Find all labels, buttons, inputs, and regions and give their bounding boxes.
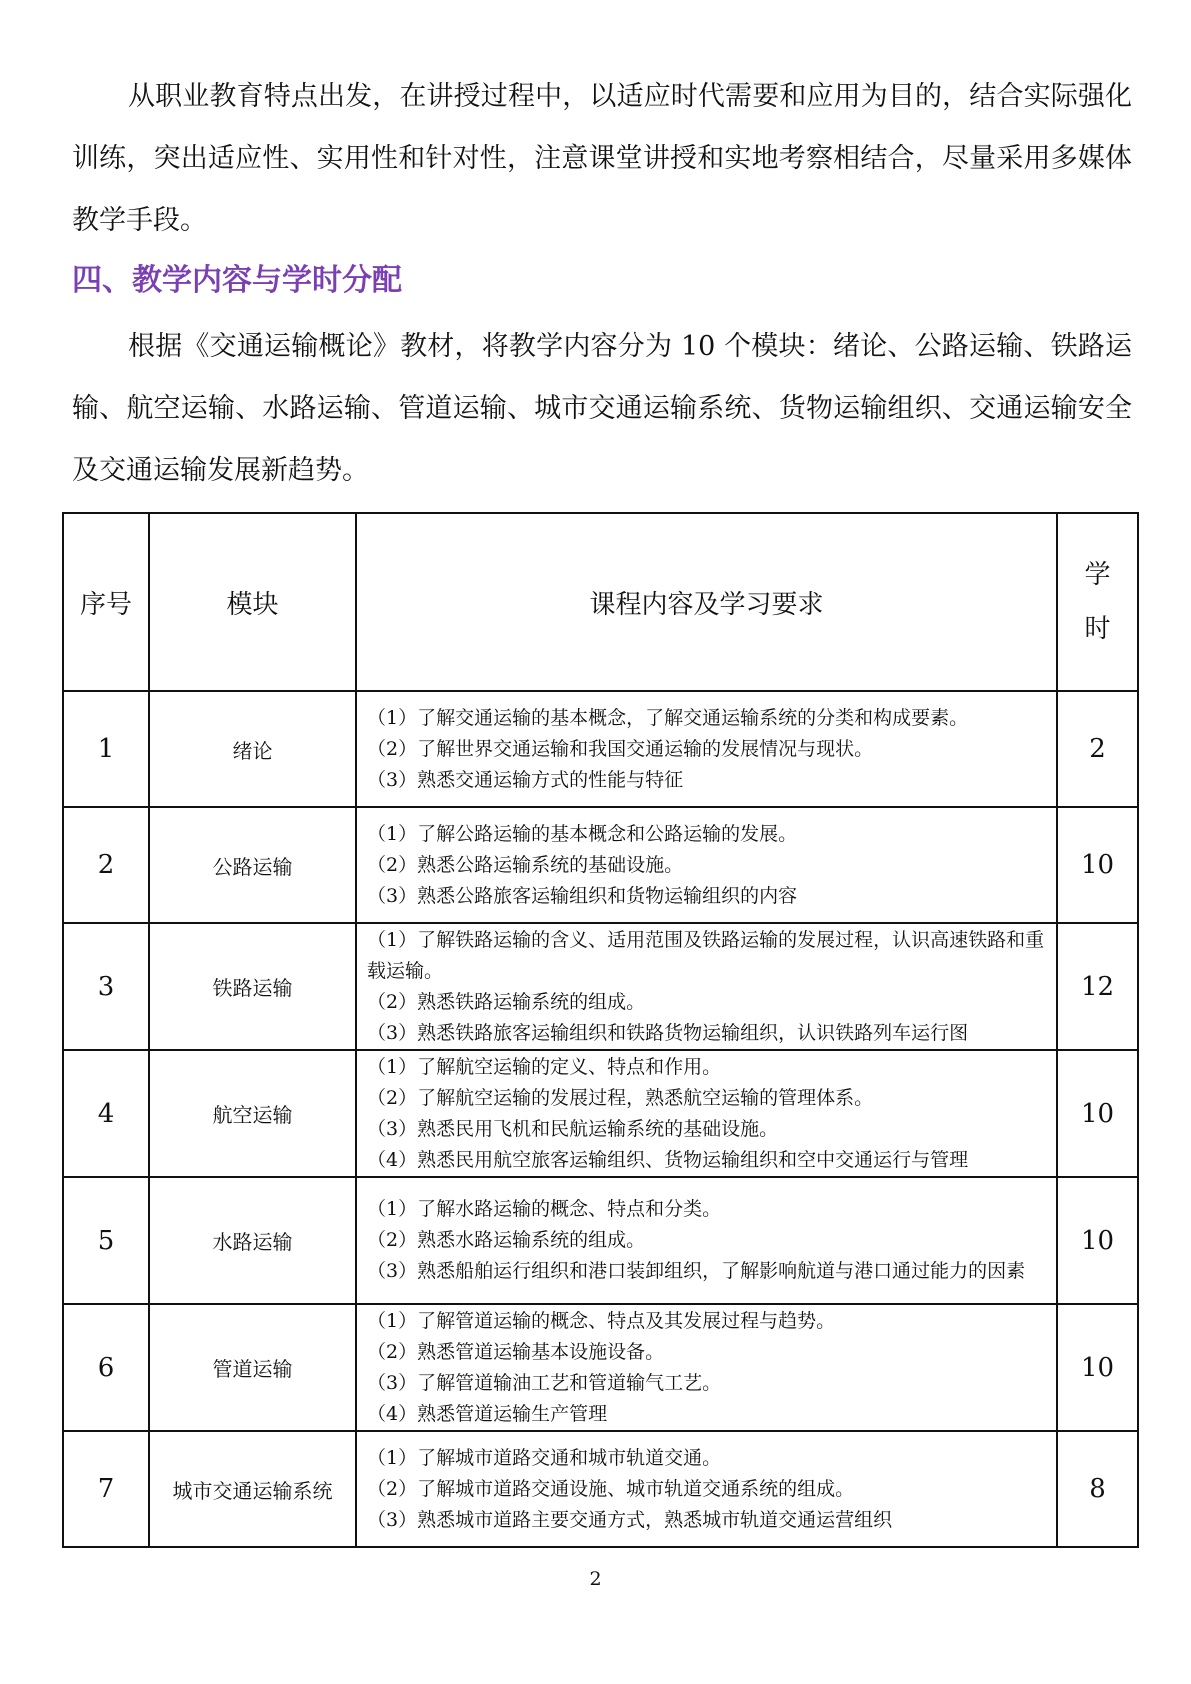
- content-item: （2）了解世界交通运输和我国交通运输的发展情况与现状。: [367, 737, 874, 760]
- content-item: （3）熟悉公路旅客运输组织和货物运输组织的内容: [367, 884, 798, 907]
- row-content: [356, 1177, 1057, 1304]
- row-content: [356, 1050, 1057, 1177]
- page-number: 2: [589, 1568, 602, 1590]
- row-module: 城市交通运输系统: [149, 1431, 356, 1547]
- row-module: 航空运输: [149, 1050, 356, 1177]
- section-heading: 四、教学内容与学时分配: [72, 263, 402, 298]
- table-header-row: [63, 513, 1138, 691]
- header-hours: [1057, 513, 1138, 691]
- row-content: [356, 1431, 1057, 1547]
- content-item: （3）熟悉城市道路主要交通方式，熟悉城市轨道交通运营组织: [367, 1508, 893, 1531]
- modules-paragraph: 根据《交通运输概论》教材，将教学内容分为 10 个模块：绪论、公路运输、铁路运输、航空运输、水路运输、管道运输、城市交通运输系统、货物运输组织、交通运输安全及交通运输发展新趋势。: [72, 331, 1132, 486]
- header-content: 课程内容及学习要求: [356, 513, 1057, 691]
- content-item: （1）了解城市道路交通和城市轨道交通。: [367, 1446, 722, 1469]
- content-item: （2）熟悉管道运输基本设施设备。: [367, 1340, 665, 1363]
- table-row: [63, 923, 1138, 1050]
- content-item: （1）了解公路运输的基本概念和公路运输的发展。: [367, 822, 798, 845]
- content-item: （2）了解城市道路交通设施、城市轨道交通系统的组成。: [367, 1477, 855, 1500]
- content-item: （2）熟悉铁路运输系统的组成。: [367, 990, 646, 1013]
- content-item: （1）了解航空运输的定义、特点和作用。: [367, 1055, 722, 1078]
- header-module: 模块: [149, 513, 356, 691]
- row-number: 3: [63, 923, 149, 1050]
- content-item: （1）了解水路运输的概念、特点和分类。: [367, 1198, 722, 1220]
- header-hours-char-2: 时: [1084, 614, 1111, 644]
- row-hours: 12: [1057, 923, 1138, 1050]
- row-number: 4: [63, 1050, 149, 1177]
- row-hours: 10: [1057, 807, 1138, 923]
- content-item: （1）了解交通运输的基本概念，了解交通运输系统的分类和构成要素。: [367, 706, 969, 729]
- row-module: 绪论: [149, 691, 356, 807]
- row-hours: 2: [1057, 691, 1138, 807]
- content-item: （3）了解管道输油工艺和管道输气工艺。: [367, 1371, 722, 1394]
- row-number: 1: [63, 691, 149, 807]
- content-item: （4）熟悉民用航空旅客运输组织、货物运输组织和空中交通运行与管理: [367, 1148, 969, 1171]
- content-item: （1）了解管道运输的概念、特点及其发展过程与趋势。: [367, 1309, 836, 1332]
- content-item: （2）熟悉公路运输系统的基础设施。: [367, 853, 684, 876]
- intro-paragraph: 从职业教育特点出发，在讲授过程中，以适应时代需要和应用为目的，结合实际强化训练，突出适应性、实用性和针对性，注意课堂讲授和实地考察相结合，尽量采用多媒体教学手段。: [72, 81, 1132, 236]
- syllabus-table: [62, 512, 1139, 1548]
- table-row: [63, 691, 1138, 807]
- content-item: （3）熟悉民用飞机和民航运输系统的基础设施。: [367, 1117, 779, 1140]
- row-number: 5: [63, 1177, 149, 1304]
- row-hours: 8: [1057, 1431, 1138, 1547]
- row-number: 7: [63, 1431, 149, 1547]
- row-number: 2: [63, 807, 149, 923]
- table-row: [63, 1050, 1138, 1177]
- content-item: （3）熟悉铁路旅客运输组织和铁路货物运输组织，认识铁路列车运行图: [367, 1021, 969, 1044]
- table-row: [63, 1431, 1138, 1547]
- content-item: （2）熟悉水路运输系统的组成。: [367, 1229, 646, 1251]
- table-row: [63, 807, 1138, 923]
- row-number: 6: [63, 1304, 149, 1431]
- row-module: 管道运输: [149, 1304, 356, 1431]
- table-row: [63, 1304, 1138, 1431]
- row-hours: 10: [1057, 1177, 1138, 1304]
- content-item: （1）了解铁路运输的含义、适用范围及铁路运输的发展过程，认识高速铁路和重载运输。: [367, 928, 1045, 982]
- table-row: [63, 1177, 1138, 1304]
- content-item: （3）熟悉船舶运行组织和港口装卸组织，了解影响航道与港口通过能力的因素: [367, 1260, 1026, 1282]
- row-content: [356, 807, 1057, 923]
- header-no: 序号: [63, 513, 149, 691]
- content-item: （4）熟悉管道运输生产管理: [367, 1402, 608, 1425]
- content-item: （2）了解航空运输的发展过程，熟悉航空运输的管理体系。: [367, 1086, 874, 1109]
- row-content: [356, 923, 1057, 1050]
- header-hours-char-1: 学: [1084, 560, 1111, 590]
- row-module: 铁路运输: [149, 923, 356, 1050]
- row-hours: 10: [1057, 1304, 1138, 1431]
- row-content: [356, 1304, 1057, 1431]
- content-item: （3）熟悉交通运输方式的性能与特征: [367, 768, 684, 791]
- row-hours: 10: [1057, 1050, 1138, 1177]
- row-module: 公路运输: [149, 807, 356, 923]
- row-content: [356, 691, 1057, 807]
- row-module: 水路运输: [149, 1177, 356, 1304]
